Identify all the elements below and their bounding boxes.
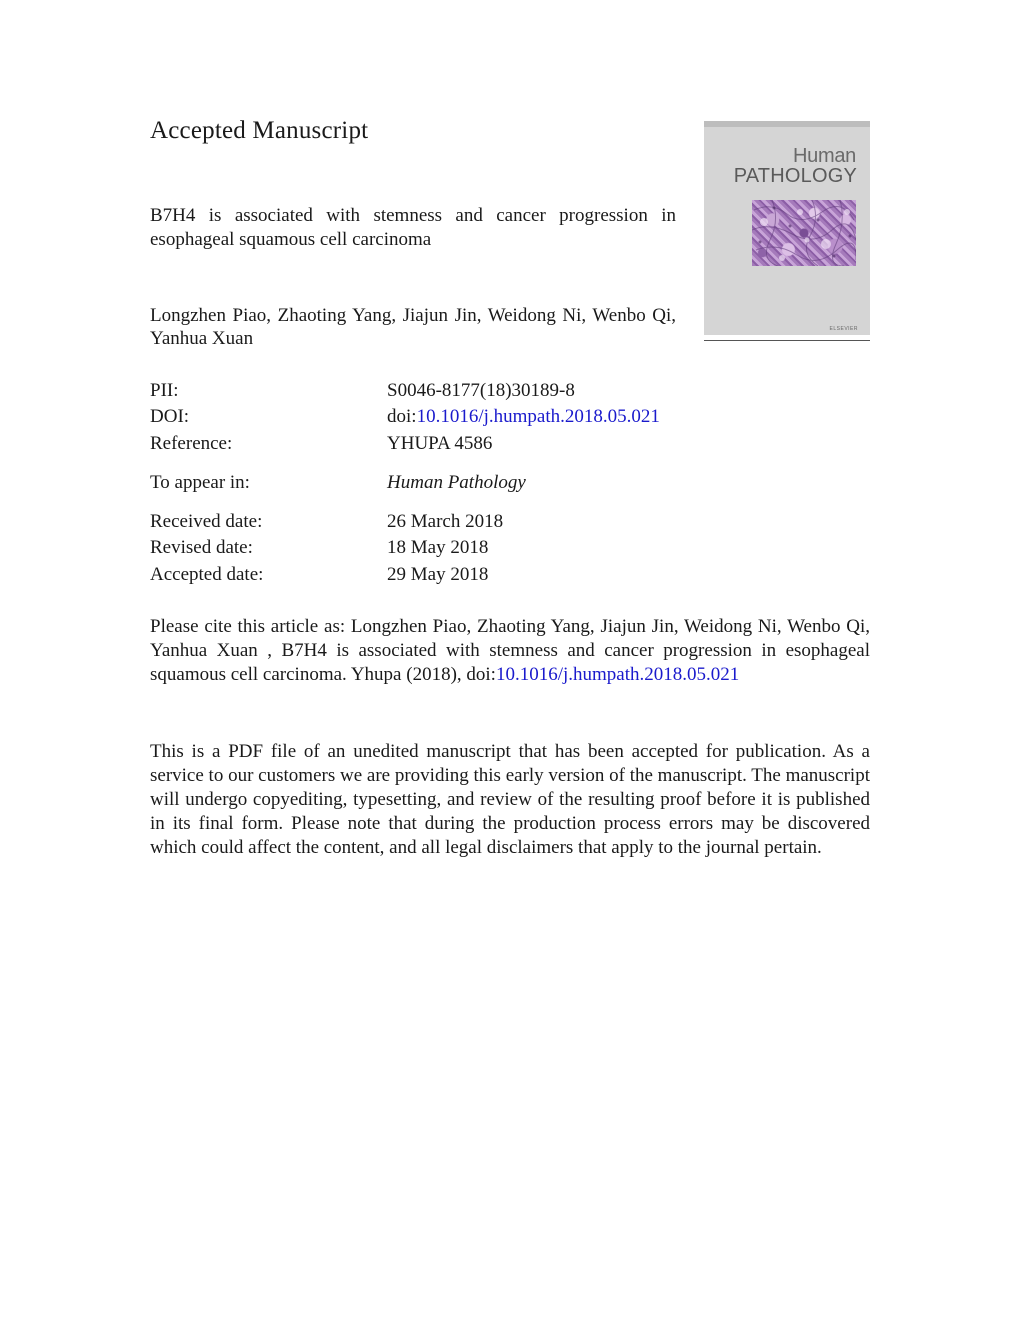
pii-value: S0046-8177(18)30189-8 xyxy=(387,380,575,401)
page-title: Accepted Manuscript xyxy=(150,117,369,144)
journal-name: Human Pathology xyxy=(387,472,526,493)
revised-label: Revised date: xyxy=(150,537,253,558)
appear-label: To appear in: xyxy=(150,472,250,493)
doi-prefix: doi: xyxy=(387,406,417,427)
doi-value xyxy=(387,404,660,430)
journal-cover-image xyxy=(704,121,870,341)
cover-top-strip xyxy=(704,121,870,127)
disclaimer-paragraph: This is a PDF file of an unedited manuscript that has been accepted for publication. As a service to our customers we are providing this early version of the manuscript. The manuscript will undergo copyediting, typesetting, and review of the resulting proof before it is published in its final form. Please note that during the production process errors may be discovered which could affect the content, and all legal disclaimers that apply to the journal pertain. xyxy=(150,741,870,858)
doi-label: DOI: xyxy=(150,406,190,427)
cover-histology-image xyxy=(752,200,856,266)
citation-paragraph xyxy=(150,615,870,687)
citation-doi-link[interactable]: 10.1016/j.humpath.2018.05.021 xyxy=(495,664,740,685)
pii-label: PII: xyxy=(150,380,179,401)
reference-value: YHUPA 4586 xyxy=(387,433,493,454)
accepted-label: Accepted date: xyxy=(150,564,264,585)
cover-title-human: Human xyxy=(793,145,856,167)
accepted-value: 29 May 2018 xyxy=(387,564,489,585)
received-value: 26 March 2018 xyxy=(387,511,504,532)
received-label: Received date: xyxy=(150,511,263,532)
cover-publisher: ELSEVIER xyxy=(829,326,858,332)
cover-title-pathology: PATHOLOGY xyxy=(733,165,857,187)
manuscript-metadata xyxy=(150,378,870,588)
cover-divider xyxy=(704,340,870,341)
article-title: B7H4 is associated with stemness and cancer progression in esophageal squamous cell carcinoma xyxy=(150,205,676,250)
reference-label: Reference: xyxy=(150,433,233,454)
citation-text: Please cite this article as: Longzhen Piao, Zhaoting Yang, Jiajun Jin, Weidong Ni, Wenbo Qi, Yanhua Xuan , B7H4 is associated with stemness and cancer progression in esophageal squamous cell carcinoma. Yhupa (2018), doi: xyxy=(150,616,870,685)
article-authors: Longzhen Piao, Zhaoting Yang, Jiajun Jin, Weidong Ni, Wenbo Qi, Yanhua Xuan xyxy=(150,305,676,349)
revised-value: 18 May 2018 xyxy=(387,537,489,558)
histology-texture xyxy=(752,200,856,266)
doi-link[interactable]: 10.1016/j.humpath.2018.05.021 xyxy=(416,406,660,427)
